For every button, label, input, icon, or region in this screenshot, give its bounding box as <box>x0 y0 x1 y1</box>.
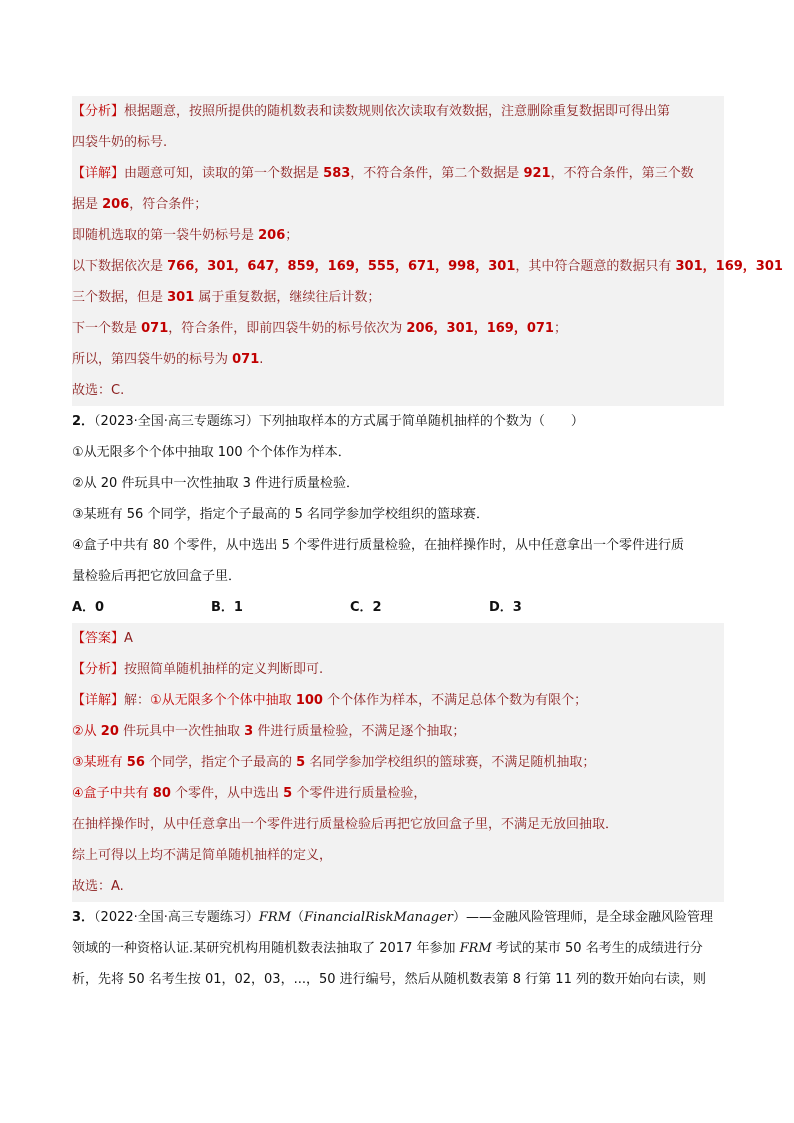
question-text: 考试的某市 50 名考生的成绩进行分 <box>491 941 703 956</box>
number: 766，301，647，859，169，555，671，998，301 <box>167 259 516 274</box>
detail-line-3 <box>72 220 724 251</box>
detail-text: ，符合条件； <box>129 197 208 212</box>
question-item-2: ②从 20 件玩具中一次性抽取 3 件进行质量检验． <box>72 476 359 491</box>
question-text: （2022·全国·高三专题练习） <box>94 910 259 925</box>
detail-line-1 <box>72 685 724 716</box>
detail-text: 下一个数是 <box>72 321 142 336</box>
analysis-line-2 <box>72 127 724 158</box>
choice-line <box>72 375 724 406</box>
detail-text: ，不符合条件，第三个数 <box>550 166 694 181</box>
number: 80 <box>152 786 171 801</box>
detail-text: 个个体作为样本，不满足总体个数为有限个； <box>322 693 588 708</box>
question-text: 领域的一种资格认证.某研究机构用随机数表法抽取了 2017 年参加 <box>72 941 460 956</box>
detail-line-6 <box>72 313 724 344</box>
analysis-line <box>72 654 724 685</box>
solution-block-1 <box>72 96 783 406</box>
detail-line-5 <box>72 282 724 313</box>
detail-text: 件玩具中一次性抽取 <box>118 724 245 739</box>
detail-text: 件进行质量检验，不满足逐个抽取； <box>253 724 466 739</box>
question-number: 3． <box>72 910 95 925</box>
number: 206 <box>102 197 130 212</box>
detail-text: 以下数据依次是 <box>72 259 168 274</box>
number: 583 <box>323 166 351 181</box>
question-text: （ <box>291 910 305 925</box>
detail-text: 所以，第四袋牛奶的标号为 <box>72 352 233 367</box>
italic-term: FinancialRiskManager <box>304 910 453 925</box>
detail-text: ，符合条件，即前四袋牛奶的标号依次为 <box>168 321 407 336</box>
solution-block-2 <box>72 623 724 902</box>
question-line-2 <box>72 933 724 964</box>
number: 20 <box>100 724 119 739</box>
italic-term: FRM <box>459 941 492 956</box>
number: 5 <box>283 786 293 801</box>
question-stem <box>72 902 724 933</box>
question-line-3: 析，先将 50 名考生按 01，02，03，...，50 进行编号，然后从随机数表第 8 行第 11 列的数开始向右读，则 <box>72 972 706 987</box>
detail-text: ，其中符合题意的数据只有 <box>515 259 676 274</box>
answer-line <box>72 623 724 654</box>
question-item-3: ③某班有 56 个同学，指定个子最高的 5 名同学参加学校组织的篮球赛． <box>72 507 489 522</box>
option-b: B．1 <box>211 600 243 615</box>
detail-text: ④盒子中共有 <box>72 786 153 801</box>
analysis-tag: 【分析】 <box>72 662 125 677</box>
detail-line-2 <box>72 189 724 220</box>
detail-text: 个同学，指定个子最高的 <box>144 755 297 770</box>
question-item-4: ④盒子中共有 80 个零件，从中选出 5 个零件进行质量检验，在抽样操作时，从中任意拿出一个零件进行质 <box>72 538 684 553</box>
option-a: A．0 <box>72 600 105 615</box>
detail-line-2 <box>72 716 724 747</box>
detail-tag: 【详解】 <box>72 166 125 181</box>
question-number: 2． <box>72 414 95 429</box>
question-item-1: ①从无限多个个体中抽取 100 个个体作为样本． <box>72 445 351 460</box>
analysis-text-2: 四袋牛奶的标号. <box>72 135 168 150</box>
detail-text: ②从 <box>72 724 101 739</box>
detail-text: 在抽样操作时，从中任意拿出一个零件进行质量检验后再把它放回盒子里，不满足无放回抽取． <box>72 817 619 832</box>
detail-line-4 <box>72 251 783 282</box>
detail-text: ③某班有 <box>72 755 127 770</box>
detail-text: 个零件进行质量检验， <box>292 786 427 801</box>
number: 5 <box>296 755 306 770</box>
detail-text: 名同学参加学校组织的篮球赛，不满足随机抽取； <box>305 755 596 770</box>
answer-text: A <box>124 631 133 646</box>
analysis-line <box>72 96 724 127</box>
question-2 <box>72 406 724 623</box>
question-text: （2023·全国·高三专题练习）下列抽取样本的方式属于简单随机抽样的个数为（ ） <box>94 414 584 429</box>
number: 301，169，301 <box>675 259 783 274</box>
analysis-text: 按照简单随机抽样的定义判断即可. <box>124 662 324 677</box>
choice-text: 故选：A. <box>72 879 124 894</box>
detail-line-4 <box>72 778 724 809</box>
option-c: C．2 <box>350 600 382 615</box>
number: 3 <box>244 724 254 739</box>
detail-text: 综上可得以上均不满足简单随机抽样的定义， <box>72 848 333 863</box>
detail-text: 据是 <box>72 197 103 212</box>
detail-text: 解： <box>124 693 151 708</box>
options-row <box>72 592 724 623</box>
answer-tag: 【答案】 <box>72 631 125 646</box>
option-d: D．3 <box>489 600 522 615</box>
detail-text: ，不符合条件，第二个数据是 <box>350 166 524 181</box>
number: 071 <box>232 352 260 367</box>
detail-text: ； <box>553 321 567 336</box>
question-3 <box>72 902 724 995</box>
detail-text: . <box>259 352 264 367</box>
detail-line-5 <box>72 809 724 840</box>
detail-line-1 <box>72 158 724 189</box>
detail-text: 属于重复数据，继续往后计数； <box>194 290 381 305</box>
number: 206，301，169，071 <box>406 321 554 336</box>
number: 206 <box>258 228 286 243</box>
question-text: ）——金融风险管理师，是全球金融风险管理 <box>452 910 713 925</box>
detail-text: ①从无限多个个体中抽取 <box>150 693 296 708</box>
detail-text: ； <box>285 228 299 243</box>
detail-tag: 【详解】 <box>72 693 125 708</box>
question-stem <box>72 406 724 437</box>
detail-line-3 <box>72 747 724 778</box>
choice-line <box>72 871 724 902</box>
number: 071 <box>141 321 169 336</box>
question-item-4-cont: 量检验后再把它放回盒子里． <box>72 569 242 584</box>
italic-term: FRM <box>258 910 292 925</box>
analysis-text: 根据题意，按照所提供的随机数表和读数规则依次读取有效数据，注意删除重复数据即可得出第 <box>124 104 671 119</box>
number: 100 <box>295 693 323 708</box>
detail-text: 即随机选取的第一袋牛奶标号是 <box>72 228 259 243</box>
detail-line-6 <box>72 840 724 871</box>
content <box>72 96 783 995</box>
detail-text: 个零件，从中选出 <box>170 786 284 801</box>
number: 301 <box>167 290 195 305</box>
number: 921 <box>523 166 551 181</box>
choice-text: 故选：C. <box>72 383 125 398</box>
detail-line-7 <box>72 344 724 375</box>
analysis-tag: 【分析】 <box>72 104 125 119</box>
detail-text: 由题意可知，读取的第一个数据是 <box>124 166 324 181</box>
number: 56 <box>126 755 145 770</box>
detail-text: 三个数据，但是 <box>72 290 168 305</box>
